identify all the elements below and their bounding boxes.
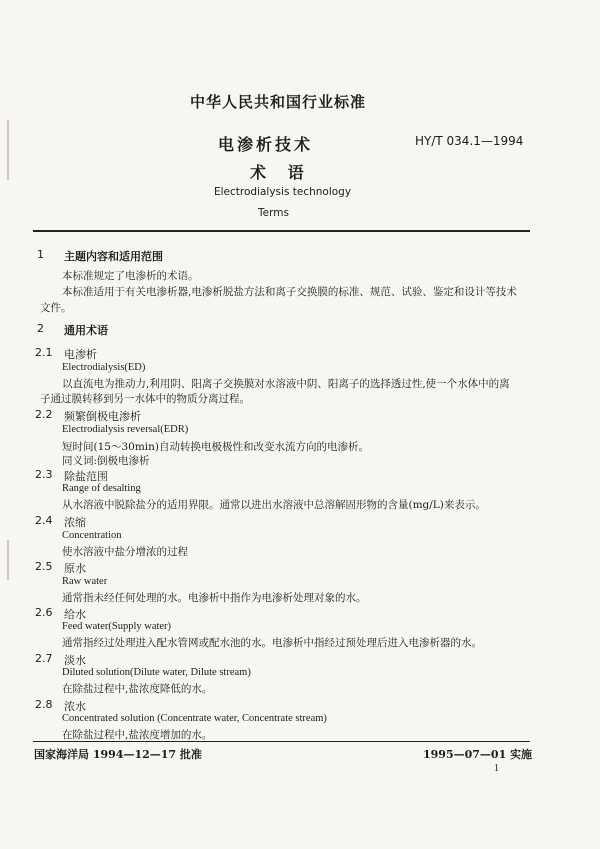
standard-code: HY/T 034.1—1994 <box>415 134 524 148</box>
title-en: Electrodialysis technology <box>214 186 352 198</box>
term-cn: 电渗析 <box>64 348 97 361</box>
title-cn: 电渗析技术 <box>218 135 314 154</box>
term-en: Feed water(Supply water) <box>62 621 172 632</box>
term-definition: 从水溶液中脱除盐分的适用界限。通常以进出水溶液中总溶解固形物的含量(mg/L)来表示。 <box>62 499 486 511</box>
approval-note: 国家海洋局 1994—12—17 批准 <box>34 748 202 761</box>
term-cn: 浓水 <box>64 700 86 713</box>
section-1-para-1: 本标准规定了电渗析的术语。 <box>62 270 199 282</box>
term-definition: 子通过膜转移到另一水体中的物质分离过程。 <box>40 393 250 405</box>
term-en: Raw water <box>62 576 108 587</box>
term-number: 2.1 <box>35 346 53 359</box>
term-definition: 同义词:倒极电渗析 <box>62 455 150 467</box>
section-1-para-2-line-2: 文件。 <box>40 302 72 314</box>
term-definition: 以直流电为推动力,利用阴、阳离子交换膜对水溶液中阴、阳离子的选择透过性,使一个水体中的离 <box>62 378 510 390</box>
term-definition: 通常指经过处理进入配水管网或配水池的水。电渗析中指经过预处理后进入电渗析器的水。 <box>62 637 482 649</box>
scan-artifact <box>7 120 9 180</box>
term-en: Concentration <box>62 530 122 541</box>
section-1-para-2-line-1: 本标准适用于有关电渗析器,电渗析脱盐方法和离子交换膜的标准、规范、试验、鉴定和设计等技术 <box>62 286 517 298</box>
term-number: 2.3 <box>35 468 53 481</box>
implementation-note: 1995—07—01 实施 <box>423 748 533 761</box>
term-number: 2.5 <box>35 560 53 573</box>
term-number: 2.8 <box>35 698 53 711</box>
section-2-title: 通用术语 <box>64 324 108 337</box>
title-cn-terms: 术 语 <box>250 163 312 182</box>
term-en: Range of desalting <box>62 483 141 494</box>
term-definition: 短时间(15～30min)自动转换电极极性和改变水流方向的电渗析。 <box>62 441 369 453</box>
term-cn: 除盐范围 <box>64 470 108 483</box>
term-cn: 淡水 <box>64 654 86 667</box>
term-cn: 浓缩 <box>64 516 86 529</box>
footer-divider <box>33 741 530 742</box>
term-definition: 使水溶液中盐分增浓的过程 <box>62 546 188 558</box>
issuer-heading: 中华人民共和国行业标准 <box>190 93 367 111</box>
term-cn: 原水 <box>64 562 86 575</box>
term-en: Electrodialysis reversal(EDR) <box>62 424 189 435</box>
term-number: 2.6 <box>35 606 53 619</box>
term-en: Electrodialysis(ED) <box>62 362 146 373</box>
section-2-number: 2 <box>37 322 44 335</box>
section-1-title: 主题内容和适用范围 <box>64 250 163 263</box>
term-number: 2.7 <box>35 652 53 665</box>
section-1-number: 1 <box>37 248 44 261</box>
term-definition: 在除盐过程中,盐浓度降低的水。 <box>62 683 213 695</box>
term-cn: 给水 <box>64 608 86 621</box>
page-number: 1 <box>494 763 499 774</box>
term-definition: 通常指未经任何处理的水。电渗析中指作为电渗析处理对象的水。 <box>62 592 367 604</box>
term-en: Diluted solution(Dilute water, Dilute stream) <box>62 667 251 678</box>
subtitle-en: Terms <box>258 207 289 219</box>
term-number: 2.2 <box>35 408 53 421</box>
scan-artifact <box>7 540 9 580</box>
header-divider <box>33 230 530 232</box>
term-definition: 在除盐过程中,盐浓度增加的水。 <box>62 729 213 741</box>
term-cn: 频繁倒极电渗析 <box>64 410 141 423</box>
term-en: Concentrated solution (Concentrate water, Concentrate stream) <box>62 713 327 724</box>
term-number: 2.4 <box>35 514 53 527</box>
